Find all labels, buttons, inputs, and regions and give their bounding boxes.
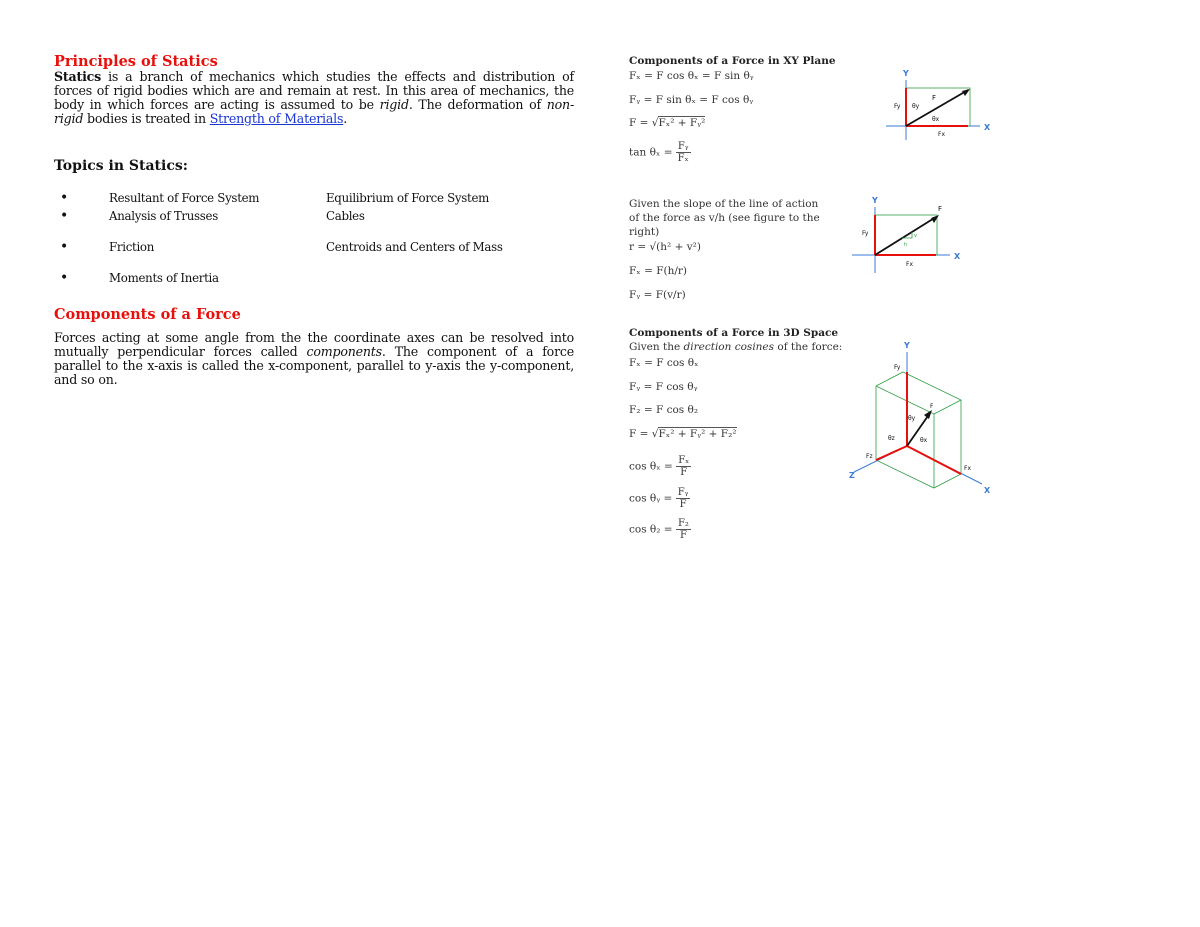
topic-link-friction[interactable]: Friction (109, 240, 155, 254)
bullet: • (60, 239, 68, 255)
theta-y-label: θy (908, 415, 916, 422)
f-label: F (938, 205, 943, 213)
force-arrowhead (931, 215, 939, 223)
xy-eq-resultant: F = √Fₓ² + Fᵧ² (629, 117, 706, 129)
components-text-2: . The component of a force parallel to the x-axis is called the x-component, parallel to y-axis the y-component, and so on. (54, 344, 574, 387)
f-label: F (932, 94, 937, 102)
space3d-eq-cosx: cos θₓ = $\frac{\text{Fₓ}}{F}$ (629, 455, 690, 478)
principles-text-1: is a branch of mechanics which studies the effects and distribution of forces of rigid bodies which are and remain at rest. In this area of mechanics, the body in which forces are acting is assumed to be (54, 69, 574, 112)
topic-link-trusses[interactable]: Analysis of Trusses (109, 209, 218, 223)
fz-vector (876, 446, 907, 460)
fy-label: Fy (894, 364, 901, 371)
topic-link-equilibrium[interactable]: Equilibrium of Force System (326, 191, 490, 205)
space3d-title: Components of a Force in 3D Space (629, 327, 839, 339)
topic-link-moments[interactable]: Moments of Inertia (109, 271, 219, 285)
principles-text-3: bodies is treated in (83, 111, 210, 126)
components-text-1: Forces acting at some angle from the the coordinate axes can be resolved into mutually perpendicular forces called (54, 330, 574, 359)
topic-link-centroids[interactable]: Centroids and Centers of Mass (326, 240, 503, 254)
xy-eq-tan: tan θₓ = $\frac{\text{Fᵧ}}{\text{Fₓ}}$ (629, 141, 689, 164)
fx-label: Fx (964, 465, 972, 472)
force-vector (875, 217, 936, 255)
xy-eq-fy: Fᵧ = F sin θₓ = F cos θᵧ (629, 94, 754, 106)
topics-heading: Topics in Statics: (54, 158, 188, 174)
components-term: components (306, 344, 382, 359)
slope-figure (848, 193, 978, 277)
fx-label: Fx (938, 131, 946, 138)
theta-x-label: θx (920, 437, 928, 444)
slope-eq-fy: Fᵧ = F(v/r) (629, 289, 686, 301)
xy-plane-title: Components of a Force in XY Plane (629, 55, 836, 67)
axis-x-label: X (984, 123, 991, 132)
space3d-figure (846, 336, 996, 498)
bullet: • (60, 190, 68, 206)
non-rigid-term: non-rigid (54, 97, 574, 126)
components-paragraph (54, 331, 574, 387)
axis-x-label: X (984, 486, 991, 495)
theta-y-label: θy (912, 103, 920, 110)
space3d-subtitle: Given the direction cosines of the force: (629, 341, 843, 353)
principles-paragraph (54, 70, 574, 126)
theta-z-label: θz (888, 435, 895, 442)
axis-y-label: Y (904, 341, 910, 350)
space3d-eq-cosy: cos θᵧ = $\frac{\text{Fᵧ}}{F}$ (629, 487, 689, 510)
bullet: • (60, 270, 68, 286)
slope-eq-fx: Fₓ = F(h/r) (629, 265, 688, 277)
fy-label: Fy (894, 103, 901, 110)
slope-line-2: of the force as v/h (see figure to the (629, 212, 820, 224)
rigid-term: rigid (379, 97, 409, 112)
h-label: h (904, 242, 908, 248)
fx-label: Fx (906, 261, 914, 268)
space3d-eq-cosz: cos θ₂ = $\frac{\text{F₂}}{F}$ (629, 518, 689, 541)
principles-text-4: . (343, 111, 348, 126)
bullet: • (60, 208, 68, 224)
theta-x-label: θx (932, 116, 940, 123)
space3d-eq-fy: Fᵧ = F cos θᵧ (629, 381, 698, 393)
axis-z-label: Z (849, 471, 855, 480)
slope-eq-r: r = √(h² + v²) (629, 241, 701, 253)
statics-term: Statics (54, 69, 102, 84)
axis-y-label: Y (903, 69, 909, 78)
space3d-eq-resultant: F = √Fₓ² + Fᵧ² + F₂² (629, 428, 737, 440)
fz-label: Fz (866, 453, 873, 460)
slope-line-1: Given the slope of the line of action (629, 198, 819, 210)
topic-link-cables[interactable]: Cables (326, 209, 365, 223)
principles-text-2: . The deformation of (408, 97, 547, 112)
f-label: F (930, 403, 934, 410)
space3d-eq-fx: Fₓ = F cos θₓ (629, 357, 699, 369)
axis-x-label: X (954, 252, 961, 261)
components-title: Components of a Force (54, 306, 241, 323)
topic-link-resultant[interactable]: Resultant of Force System (109, 191, 260, 205)
fy-label: Fy (862, 230, 869, 237)
space3d-eq-fz: F₂ = F cos θ₂ (629, 404, 699, 416)
force-arrowhead (962, 89, 970, 96)
strength-of-materials-link[interactable]: Strength of Materials (209, 111, 344, 126)
v-label: v (914, 233, 917, 239)
principles-title: Principles of Statics (54, 53, 218, 70)
axis-y-label: Y (872, 196, 878, 205)
xy-eq-fx: Fₓ = F cos θₓ = F sin θᵧ (629, 70, 754, 82)
slope-line-3: right) (629, 226, 660, 238)
xy-plane-figure (880, 62, 1000, 142)
left-column (54, 53, 574, 387)
